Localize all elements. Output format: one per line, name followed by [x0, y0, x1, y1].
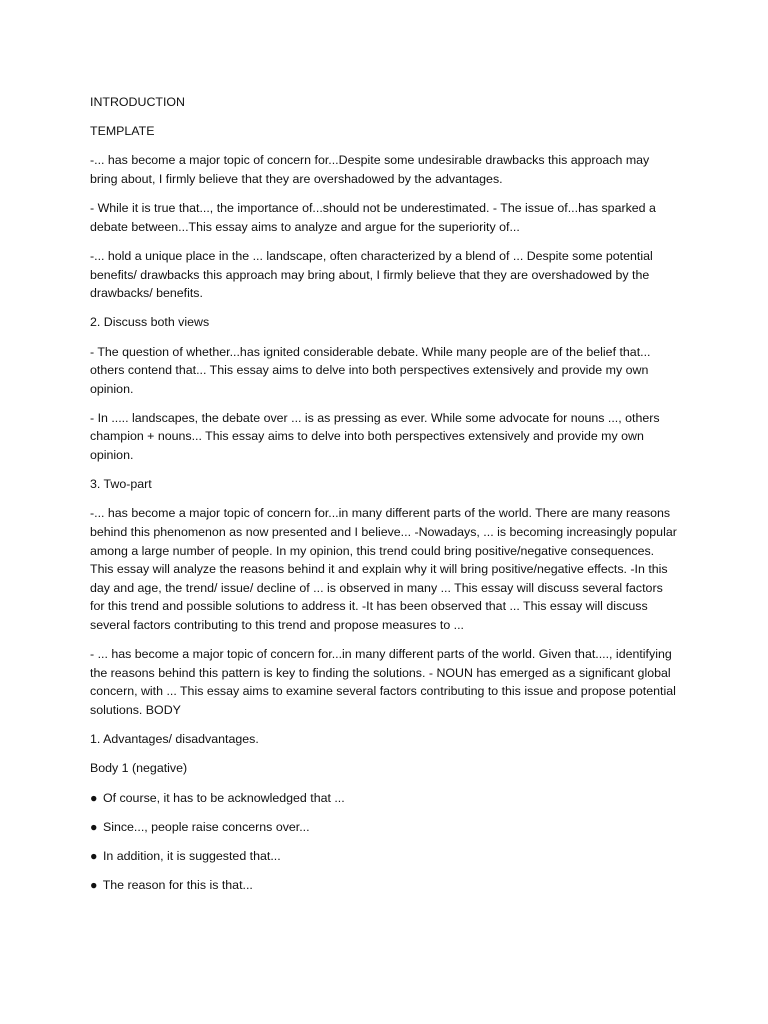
- bullet-text: In addition, it is suggested that...: [102, 848, 281, 863]
- bullet-text: Since..., people raise concerns over...: [102, 819, 310, 834]
- bullet-item: [90, 876, 680, 895]
- bullet-item: [90, 789, 680, 808]
- bullet-text: Of course, it has to be acknowledged that ...: [102, 790, 345, 805]
- bullet-text: The reason for this is that...: [102, 878, 253, 893]
- paragraph-intro-1: -... has become a major topic of concern for...Despite some undesirable drawbacks this approach may bring about, I firmly believe that they are overshadowed by the advantages.: [90, 153, 650, 186]
- bullet-icon: ●: [90, 819, 98, 834]
- bullet-icon: ●: [90, 790, 98, 805]
- heading-advantages-disadvantages: 1. Advantages/ disadvantages.: [90, 732, 259, 747]
- bullet-icon: ●: [90, 848, 98, 863]
- heading-template: TEMPLATE: [90, 124, 155, 139]
- paragraph-discuss-2: - In ..... landscapes, the debate over ... is as pressing as ever. While some advocate for nouns ..., others champion + nouns... This essay aims to delve into both perspectives extensively and provide my own opinion.: [90, 410, 660, 463]
- paragraph-two-part-2: - ... has become a major topic of concern for...in many different parts of the world. Given that...., identifying the reasons behind this pattern is key to finding the solutions. - NOUN has emerged as a significant global concern, with ... This essay aims to examine several factors contributing to this issue and propose potential solutions. BODY: [90, 647, 676, 717]
- bullet-item: [90, 847, 680, 866]
- paragraph-discuss-1: - The question of whether...has ignited considerable debate. While many people are of the belief that... others contend that... This essay aims to delve into both perspectives extensively and provide my own opinion.: [90, 344, 651, 396]
- paragraph-intro-3: -... hold a unique place in the ... landscape, often characterized by a blend of ... Despite some potential benefits/ drawbacks this approach may bring about, I firmly believe that they are overshadowed by the drawbacks/ benefits.: [90, 248, 653, 301]
- heading-discuss-both-views: 2. Discuss both views: [90, 315, 210, 330]
- heading-two-part: 3. Two-part: [90, 477, 152, 492]
- bullet-item: [90, 818, 680, 837]
- paragraph-two-part-1: -... has become a major topic of concern for...in many different parts of the world. There are many reasons behind this phenomenon as now presented and I believe... -Nowadays, ... is becoming increasingly popular among a large number of people. In my opinion, this trend could bring positive/negative consequences. This essay will analyze the reasons behind it and explain why it will bring positive/negative effects. -In this day and age, the trend/ issue/ decline of ... is observed in many ... This essay will discuss several factors for this trend and possible solutions to address it. -It has been observed that ... This essay will discuss several factors contributing to this trend and propose measures to ...: [90, 506, 677, 632]
- paragraph-intro-2: - While it is true that..., the importance of...should not be underestimated. - The issue of...has sparked a debate between...This essay aims to analyze and argue for the superiority of...: [90, 201, 656, 234]
- bullet-icon: ●: [90, 878, 98, 893]
- heading-introduction: INTRODUCTION: [90, 95, 185, 109]
- document-page: [90, 93, 680, 905]
- heading-body-1: Body 1 (negative): [90, 761, 188, 776]
